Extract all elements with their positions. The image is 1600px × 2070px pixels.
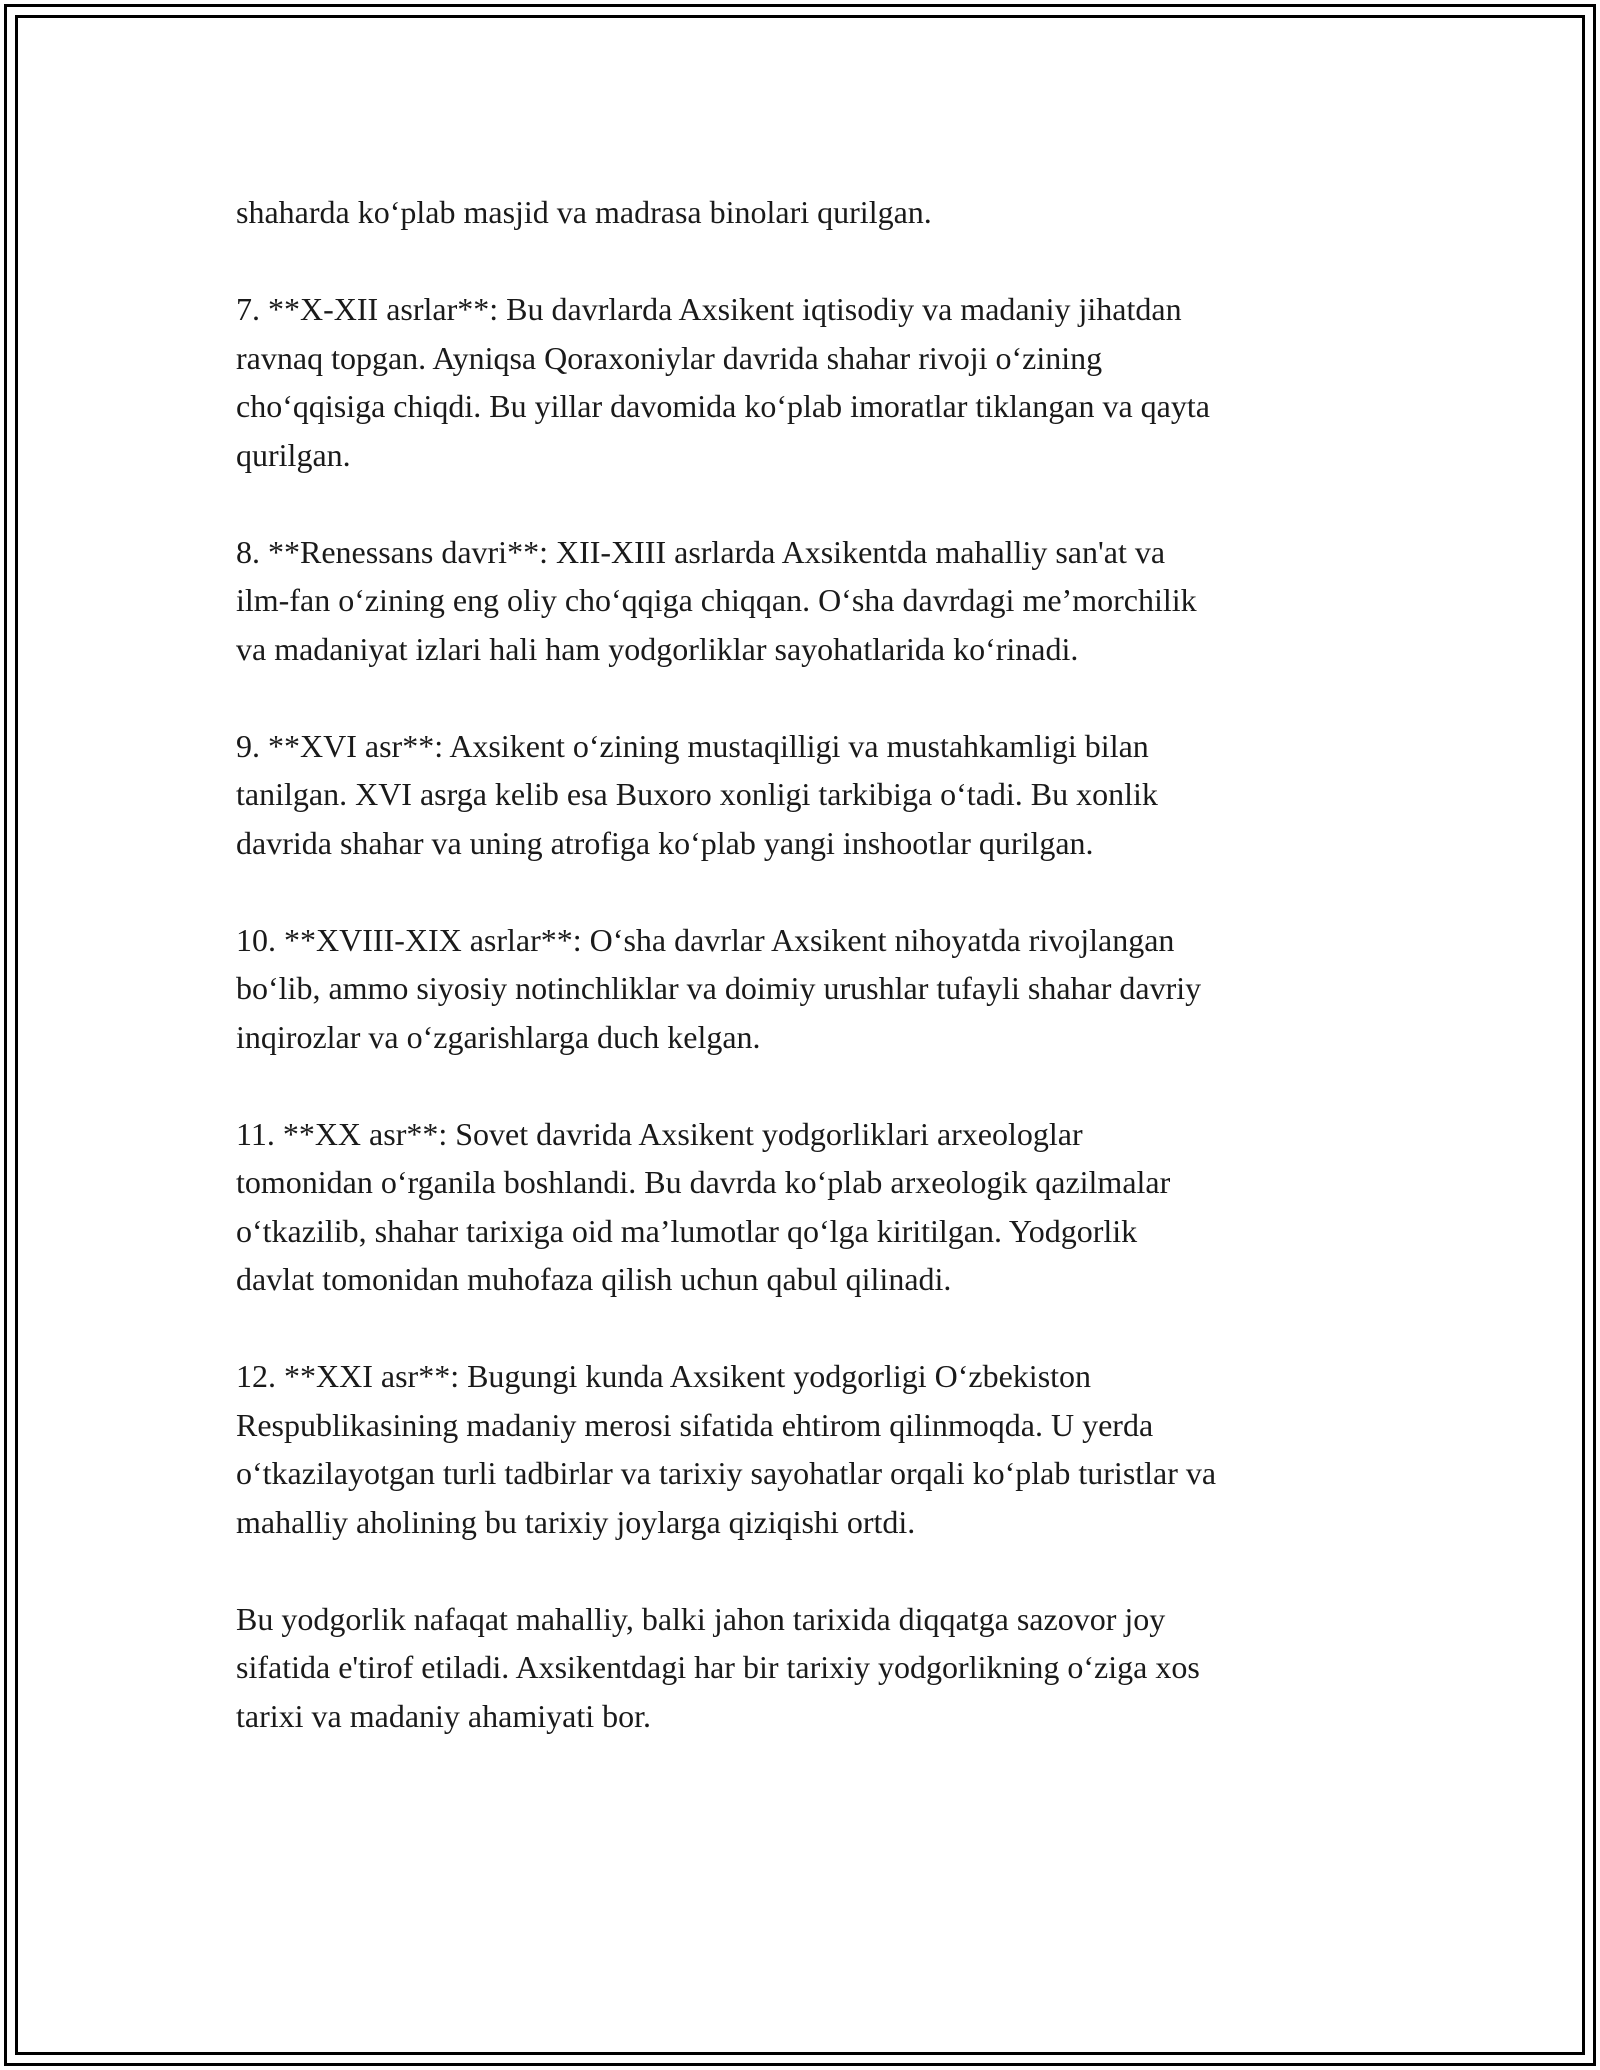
paragraph-item-10: 10. **XVIII-XIX asrlar**: O‘sha davrlar Axsikent nihoyatda rivojlangan bo‘lib, ammo siyosiy notinchliklar va doimiy urushlar tufayli shahar davriy inqirozlar va o‘zgarishlarga duch kelgan. [236, 921, 1202, 1055]
paragraph-conclusion: Bu yodgorlik nafaqat mahalliy, balki jahon tarixida diqqatga sazovor joy sifatida e'tirof etiladi. Axsikentdagi har bir tarixiy yodgorlikning o‘ziga xos tarixi va madaniy ahamiyati bor. [236, 1600, 1200, 1734]
paragraph-item-7: 7. **X-XII asrlar**: Bu davrlarda Axsikent iqtisodiy va madaniy jihatdan ravnaq topgan. Ayniqsa Qoraxoniylar davrida shahar rivoji o‘zining cho‘qqisiga chiqdi. Bu yillar davomida ko‘plab imoratlar tiklangan va qayta qurilgan. [236, 291, 1210, 473]
document-body [236, 188, 1376, 1789]
paragraph-item-12: 12. **XXI asr**: Bugungi kunda Axsikent yodgorligi O‘zbekiston Respublikasining madaniy merosi sifatida ehtirom qilinmoqda. U yerda o‘tkazilayotgan turli tadbirlar va tarixiy sayohatlar orqali ko‘plab turistlar va mahalliy aholining bu tarixiy joylarga qiziqishi ortdi. [236, 1358, 1217, 1540]
paragraph-intro-continuation: shaharda ko‘plab masjid va madrasa binolari qurilgan. [236, 194, 932, 230]
paragraph-item-9: 9. **XVI asr**: Axsikent o‘zining mustaqilligi va mustahkamligi bilan tanilgan. XVI asrga kelib esa Buxoro xonligi tarkibiga o‘tadi. Bu xonlik davrida shahar va uning atrofiga ko‘plab yangi inshootlar qurilgan. [236, 727, 1158, 861]
paragraph-item-8: 8. **Renessans davri**: XII-XIII asrlarda Axsikentda mahalliy san'at va ilm-fan o‘zining eng oliy cho‘qqiga chiqqan. O‘sha davrdagi me’morchilik va madaniyat izlari hali ham yodgorliklar sayohatlarida ko‘rinadi. [236, 533, 1197, 667]
paragraph-item-11: 11. **XX asr**: Sovet davrida Axsikent yodgorliklari arxeologlar tomonidan o‘rganila boshlandi. Bu davrda ko‘plab arxeologik qazilmalar o‘tkazilib, shahar tarixiga oid ma’lumotlar qo‘lga kiritilgan. Yodgorlik davlat tomonidan muhofaza qilish uchun qabul qilinadi. [236, 1115, 1171, 1297]
